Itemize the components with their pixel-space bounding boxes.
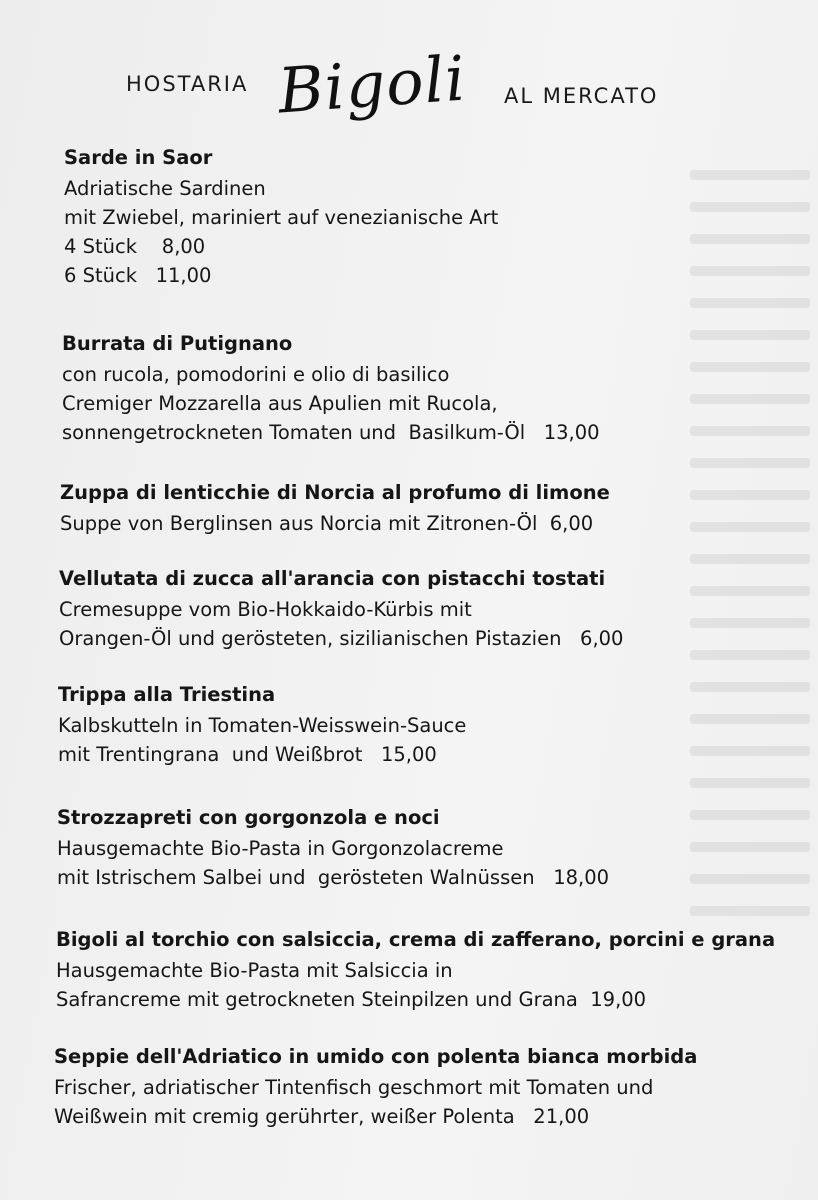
menu-item-title: Burrata di Putignano	[62, 332, 293, 355]
menu-item-line: con rucola, pomodorini e olio di basilico	[62, 363, 450, 386]
menu-item-price-line: Suppe von Berglinsen aus Norcia mit Zitronen-Öl 6,00	[60, 512, 594, 535]
menu-item	[57, 802, 609, 892]
menu-item-title: Seppie dell'Adriatico in umido con polenta bianca morbida	[54, 1045, 698, 1068]
menu-item-line: Cremesuppe vom Bio-Hokkaido-Kürbis mit	[59, 598, 472, 621]
menu-item-title: Strozzapreti con gorgonzola e noci	[57, 806, 440, 829]
menu-item-title: Sarde in Saor	[64, 146, 213, 169]
menu-item-price-line: 6 Stück 11,00	[64, 264, 212, 287]
menu-item-price-line: Safrancreme mit getrockneten Steinpilzen und Grana 19,00	[56, 988, 647, 1011]
menu-item-line: Adriatische Sardinen	[64, 177, 266, 200]
menu-item-line: mit Zwiebel, mariniert auf venezianische Art	[64, 206, 499, 229]
menu-item-line: Hausgemachte Bio-Pasta in Gorgonzolacreme	[57, 837, 504, 860]
menu-item-price-line: 4 Stück 8,00	[64, 235, 206, 258]
menu-item-title: Vellutata di zucca all'arancia con pistacchi tostati	[59, 567, 606, 590]
menu-item	[56, 924, 775, 1014]
menu-item-price-line: mit Istrischem Salbei und gerösteten Walnüssen 18,00	[57, 866, 610, 889]
logo-right-text: AL MERCATO	[504, 84, 659, 108]
menu-item	[58, 679, 466, 769]
menu-item-title: Bigoli al torchio con salsiccia, crema di zafferano, porcini e grana	[56, 928, 776, 951]
menu-item-title: Trippa alla Triestina	[58, 683, 276, 706]
menu-item	[64, 142, 498, 290]
menu-item	[60, 477, 610, 538]
logo-left-text: HOSTARIA	[126, 72, 249, 96]
menu-item	[54, 1041, 697, 1131]
logo-brand-script: Bigoli	[275, 41, 469, 128]
menu-item-price-line: Weißwein mit cremig gerührter, weißer Polenta 21,00	[54, 1105, 590, 1128]
menu-item-price-line: mit Trentingrana und Weißbrot 15,00	[58, 743, 437, 766]
menu-item	[62, 328, 600, 447]
menu-item-line: Cremiger Mozzarella aus Apulien mit Rucola,	[62, 392, 498, 415]
menu-item-line: Kalbskutteln in Tomaten-Weisswein-Sauce	[58, 714, 467, 737]
restaurant-logo	[126, 41, 686, 142]
menu-item-line: Frischer, adriatischer Tintenfisch geschmort mit Tomaten und	[54, 1076, 654, 1099]
menu-item-price-line: Orangen-Öl und gerösteten, sizilianischen Pistazien 6,00	[59, 627, 624, 650]
menu-item-title: Zuppa di lenticchie di Norcia al profumo di limone	[60, 481, 610, 504]
menu-item-price-line: sonnengetrockneten Tomaten und Basilkum-Öl 13,00	[62, 421, 600, 444]
menu-item-line: Hausgemachte Bio-Pasta mit Salsiccia in	[56, 959, 453, 982]
menu-item	[59, 563, 623, 653]
